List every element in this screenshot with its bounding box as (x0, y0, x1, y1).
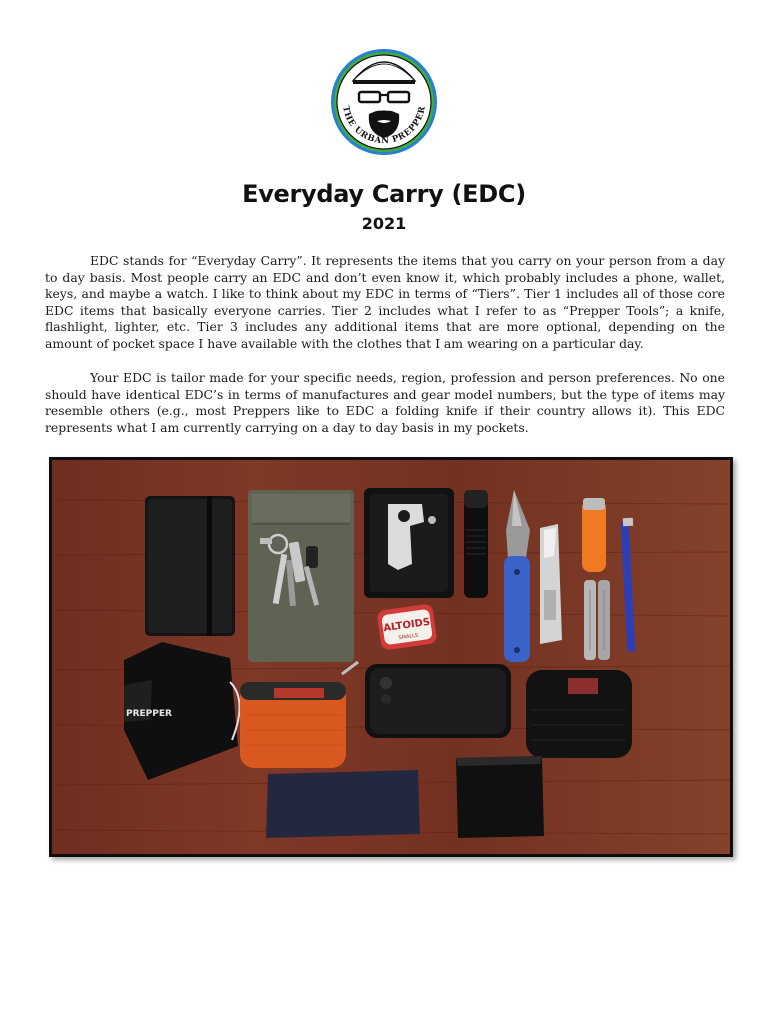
page-subtitle-year: 2021 (361, 214, 407, 233)
edc-photo (49, 457, 733, 857)
lighter (582, 498, 606, 572)
notebook (145, 496, 235, 636)
page-title: Everyday Carry (EDC) (242, 180, 526, 208)
black-pouch (526, 670, 632, 758)
mask-print: PREPPER (126, 709, 172, 719)
small-black-pouch (456, 756, 544, 838)
altoids-sub-label: SMALLS (398, 632, 419, 642)
wallet-with-multitool-card (364, 488, 454, 598)
logo-text: THE URBAN PREPPER (340, 105, 428, 147)
smartphone (365, 664, 511, 738)
urban-prepper-logo (329, 47, 439, 157)
altoids-label: ALTOIDS (382, 616, 431, 635)
cleaning-cloth (266, 770, 420, 838)
flashlight (464, 490, 488, 598)
altoids-tin (376, 603, 437, 650)
faraday-pouch-with-keys (248, 490, 354, 662)
edc-paragraph: Your EDC is tailor made for your specific needs, region, profession and person preferences. No one should have identical EDC’s in terms of manufactures and gear model numbers, but the type of items may resemble others (e.g., most Preppers like to EDC a folding knife if their country allows it). This EDC represents what I am currently carrying on a day to day basis in my pockets. (45, 370, 725, 435)
intro-paragraph: EDC stands for “Everyday Carry”. It represents the items that you carry on your person from a day to day basis. Most people carry an EDC and don’t even know it, which probably includes a phone, wallet, keys, and maybe a watch. I like to think about my EDC in terms of “Tiers”. Tier 1 includes all of those core EDC items that basically everyone carries. Tier 2 includes what I refer to as “Prepper Tools”; a knife, flashlight, lighter, etc. Tier 3 includes any additional items that are more optional, depending on the amount of pocket space I have available with the clothes that I am wearing on a particular day. (45, 253, 725, 351)
